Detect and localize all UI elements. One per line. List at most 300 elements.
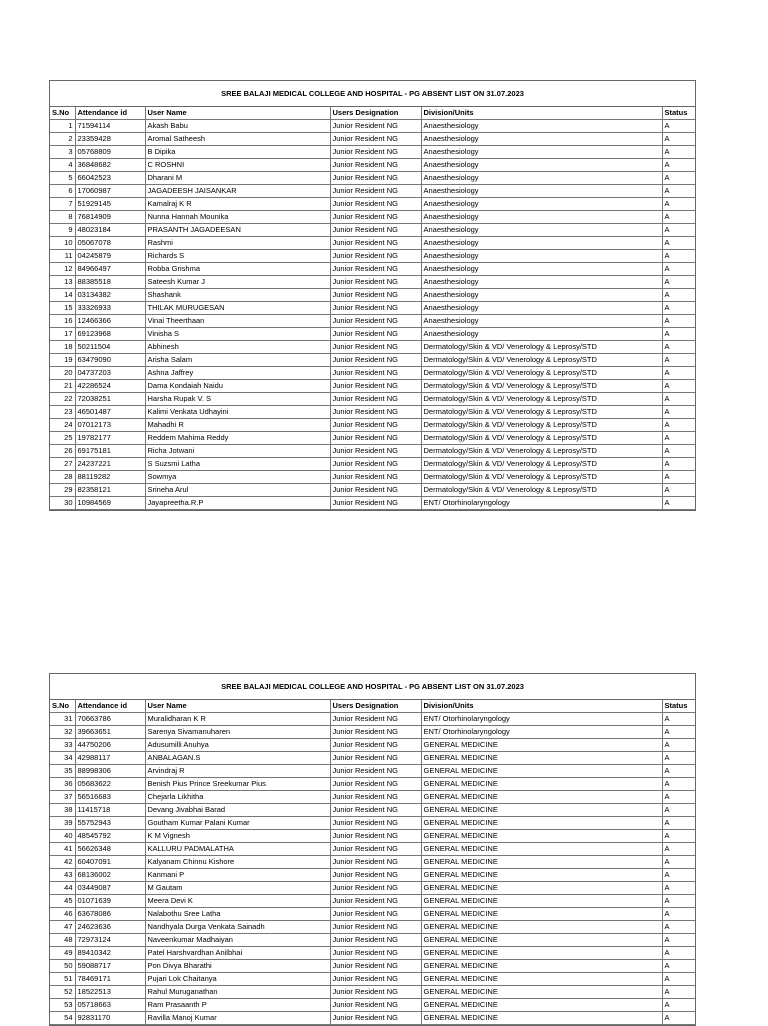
cell-attendance-id: 44750206 [75, 739, 145, 752]
cell-designation: Junior Resident NG [330, 237, 421, 250]
table-row [50, 302, 695, 315]
cell-attendance-id: 05718663 [75, 999, 145, 1012]
cell-designation: Junior Resident NG [330, 986, 421, 999]
cell-status: A [662, 133, 695, 146]
cell-sno: 40 [50, 830, 75, 843]
absent-table [50, 700, 695, 1025]
cell-division: GENERAL MEDICINE [421, 947, 662, 960]
cell-division: Dermatology/Skin & VD/ Venerology & Leprosy/STD [421, 432, 662, 445]
cell-attendance-id: 69123968 [75, 328, 145, 341]
cell-user-name: THILAK MURUGESAN [145, 302, 330, 315]
cell-status: A [662, 354, 695, 367]
cell-attendance-id: 68136002 [75, 869, 145, 882]
cell-attendance-id: 07012173 [75, 419, 145, 432]
cell-division: Dermatology/Skin & VD/ Venerology & Leprosy/STD [421, 484, 662, 497]
cell-user-name: Kanmani P [145, 869, 330, 882]
cell-division: GENERAL MEDICINE [421, 778, 662, 791]
cell-status: A [662, 765, 695, 778]
absent-list-sheet-1 [49, 80, 696, 511]
cell-division: Anaesthesiology [421, 289, 662, 302]
cell-sno: 37 [50, 791, 75, 804]
table-row [50, 713, 695, 726]
cell-division: Anaesthesiology [421, 172, 662, 185]
cell-division: GENERAL MEDICINE [421, 739, 662, 752]
cell-sno: 7 [50, 198, 75, 211]
cell-designation: Junior Resident NG [330, 406, 421, 419]
table-row [50, 791, 695, 804]
cell-sno: 36 [50, 778, 75, 791]
cell-attendance-id: 17060987 [75, 185, 145, 198]
cell-sno: 49 [50, 947, 75, 960]
cell-attendance-id: 82358121 [75, 484, 145, 497]
cell-sno: 54 [50, 1012, 75, 1025]
cell-attendance-id: 23359428 [75, 133, 145, 146]
cell-user-name: K M Vignesh [145, 830, 330, 843]
cell-designation: Junior Resident NG [330, 999, 421, 1012]
cell-designation: Junior Resident NG [330, 146, 421, 159]
cell-status: A [662, 804, 695, 817]
cell-division: GENERAL MEDICINE [421, 791, 662, 804]
cell-division: Anaesthesiology [421, 120, 662, 133]
cell-sno: 50 [50, 960, 75, 973]
cell-attendance-id: 39663651 [75, 726, 145, 739]
cell-attendance-id: 36848682 [75, 159, 145, 172]
cell-sno: 10 [50, 237, 75, 250]
cell-user-name: PRASANTH JAGADEESAN [145, 224, 330, 237]
cell-user-name: Vinai Theerthaan [145, 315, 330, 328]
cell-designation: Junior Resident NG [330, 973, 421, 986]
cell-user-name: Devang Jivabhai Barad [145, 804, 330, 817]
table-row [50, 458, 695, 471]
cell-user-name: M Gautam [145, 882, 330, 895]
cell-designation: Junior Resident NG [330, 458, 421, 471]
table-row [50, 198, 695, 211]
cell-designation: Junior Resident NG [330, 172, 421, 185]
cell-user-name: Ashna Jaffrey [145, 367, 330, 380]
table-row [50, 315, 695, 328]
cell-status: A [662, 276, 695, 289]
cell-status: A [662, 921, 695, 934]
cell-attendance-id: 01071639 [75, 895, 145, 908]
table-row [50, 224, 695, 237]
cell-user-name: Aromal Satheesh [145, 133, 330, 146]
cell-user-name: Richards S [145, 250, 330, 263]
cell-division: Dermatology/Skin & VD/ Venerology & Leprosy/STD [421, 419, 662, 432]
table-row [50, 999, 695, 1012]
sheet-title: SREE BALAJI MEDICAL COLLEGE AND HOSPITAL - PG ABSENT LIST ON 31.07.2023 [50, 81, 695, 107]
cell-user-name: Reddem Mahima Reddy [145, 432, 330, 445]
cell-sno: 31 [50, 713, 75, 726]
cell-status: A [662, 999, 695, 1012]
header-division: Division/Units [421, 700, 662, 713]
table-row [50, 895, 695, 908]
cell-designation: Junior Resident NG [330, 393, 421, 406]
cell-designation: Junior Resident NG [330, 185, 421, 198]
cell-division: Dermatology/Skin & VD/ Venerology & Leprosy/STD [421, 393, 662, 406]
cell-status: A [662, 934, 695, 947]
table-row [50, 497, 695, 510]
cell-sno: 24 [50, 419, 75, 432]
table-row [50, 752, 695, 765]
cell-designation: Junior Resident NG [330, 960, 421, 973]
cell-attendance-id: 48023184 [75, 224, 145, 237]
cell-designation: Junior Resident NG [330, 752, 421, 765]
header-designation: Users Designation [330, 107, 421, 120]
cell-designation: Junior Resident NG [330, 934, 421, 947]
cell-sno: 13 [50, 276, 75, 289]
cell-division: GENERAL MEDICINE [421, 960, 662, 973]
cell-designation: Junior Resident NG [330, 882, 421, 895]
cell-user-name: Richa Jotwani [145, 445, 330, 458]
cell-user-name: Srineha Arul [145, 484, 330, 497]
cell-attendance-id: 19782177 [75, 432, 145, 445]
absent-table [50, 107, 695, 510]
table-row [50, 817, 695, 830]
cell-division: GENERAL MEDICINE [421, 986, 662, 999]
cell-sno: 39 [50, 817, 75, 830]
cell-status: A [662, 185, 695, 198]
cell-attendance-id: 76814909 [75, 211, 145, 224]
cell-user-name: Adusumilli Anuhya [145, 739, 330, 752]
cell-status: A [662, 778, 695, 791]
cell-sno: 5 [50, 172, 75, 185]
cell-sno: 14 [50, 289, 75, 302]
table-header-row [50, 700, 695, 713]
cell-sno: 52 [50, 986, 75, 999]
table-row [50, 380, 695, 393]
cell-division: GENERAL MEDICINE [421, 752, 662, 765]
cell-user-name: Nalabothu Sree Latha [145, 908, 330, 921]
table-row [50, 739, 695, 752]
cell-designation: Junior Resident NG [330, 869, 421, 882]
cell-division: GENERAL MEDICINE [421, 843, 662, 856]
cell-designation: Junior Resident NG [330, 367, 421, 380]
cell-user-name: Kalimi Venkata Udhayini [145, 406, 330, 419]
cell-designation: Junior Resident NG [330, 713, 421, 726]
cell-status: A [662, 484, 695, 497]
cell-designation: Junior Resident NG [330, 778, 421, 791]
cell-attendance-id: 12466366 [75, 315, 145, 328]
cell-attendance-id: 92831170 [75, 1012, 145, 1025]
table-row [50, 471, 695, 484]
cell-designation: Junior Resident NG [330, 804, 421, 817]
cell-attendance-id: 88385518 [75, 276, 145, 289]
cell-designation: Junior Resident NG [330, 341, 421, 354]
cell-division: Anaesthesiology [421, 328, 662, 341]
table-row [50, 830, 695, 843]
cell-division: Dermatology/Skin & VD/ Venerology & Leprosy/STD [421, 445, 662, 458]
header-user-name: User Name [145, 107, 330, 120]
cell-sno: 8 [50, 211, 75, 224]
cell-division: Anaesthesiology [421, 250, 662, 263]
cell-division: Anaesthesiology [421, 211, 662, 224]
cell-designation: Junior Resident NG [330, 908, 421, 921]
cell-designation: Junior Resident NG [330, 250, 421, 263]
cell-status: A [662, 432, 695, 445]
cell-division: Anaesthesiology [421, 146, 662, 159]
cell-sno: 48 [50, 934, 75, 947]
cell-sno: 46 [50, 908, 75, 921]
cell-status: A [662, 120, 695, 133]
cell-attendance-id: 33326933 [75, 302, 145, 315]
cell-designation: Junior Resident NG [330, 302, 421, 315]
table-body [50, 120, 695, 510]
cell-division: Anaesthesiology [421, 185, 662, 198]
cell-status: A [662, 198, 695, 211]
cell-sno: 51 [50, 973, 75, 986]
cell-sno: 30 [50, 497, 75, 510]
table-body [50, 713, 695, 1025]
cell-division: GENERAL MEDICINE [421, 908, 662, 921]
cell-status: A [662, 986, 695, 999]
cell-attendance-id: 46501487 [75, 406, 145, 419]
table-row [50, 843, 695, 856]
cell-sno: 27 [50, 458, 75, 471]
cell-attendance-id: 70663786 [75, 713, 145, 726]
cell-sno: 42 [50, 856, 75, 869]
table-row [50, 484, 695, 497]
cell-division: GENERAL MEDICINE [421, 817, 662, 830]
cell-attendance-id: 59088717 [75, 960, 145, 973]
cell-user-name: Rahul Muruganathan [145, 986, 330, 999]
cell-status: A [662, 843, 695, 856]
cell-status: A [662, 895, 695, 908]
cell-status: A [662, 289, 695, 302]
cell-attendance-id: 56626348 [75, 843, 145, 856]
cell-status: A [662, 328, 695, 341]
cell-user-name: Sateesh Kumar J [145, 276, 330, 289]
cell-designation: Junior Resident NG [330, 445, 421, 458]
table-row [50, 765, 695, 778]
table-row [50, 172, 695, 185]
cell-designation: Junior Resident NG [330, 211, 421, 224]
cell-division: GENERAL MEDICINE [421, 1012, 662, 1025]
cell-sno: 25 [50, 432, 75, 445]
cell-attendance-id: 05683622 [75, 778, 145, 791]
cell-sno: 4 [50, 159, 75, 172]
table-row [50, 882, 695, 895]
cell-sno: 9 [50, 224, 75, 237]
cell-user-name: B Dipika [145, 146, 330, 159]
cell-division: Anaesthesiology [421, 133, 662, 146]
cell-attendance-id: 48545792 [75, 830, 145, 843]
cell-sno: 19 [50, 354, 75, 367]
header-status: Status [662, 700, 695, 713]
cell-designation: Junior Resident NG [330, 830, 421, 843]
cell-user-name: Ravilla Manoj Kumar [145, 1012, 330, 1025]
cell-user-name: Kalyanam Chinnu Kishore [145, 856, 330, 869]
cell-sno: 17 [50, 328, 75, 341]
cell-user-name: Pon Divya Bharathi [145, 960, 330, 973]
table-row [50, 960, 695, 973]
cell-designation: Junior Resident NG [330, 419, 421, 432]
table-header-row [50, 107, 695, 120]
cell-attendance-id: 84966497 [75, 263, 145, 276]
table-row [50, 367, 695, 380]
cell-user-name: Arvindraj R [145, 765, 330, 778]
cell-division: Anaesthesiology [421, 302, 662, 315]
cell-sno: 33 [50, 739, 75, 752]
cell-status: A [662, 947, 695, 960]
cell-status: A [662, 445, 695, 458]
cell-designation: Junior Resident NG [330, 289, 421, 302]
cell-attendance-id: 88998306 [75, 765, 145, 778]
cell-user-name: Mahadhi R [145, 419, 330, 432]
cell-designation: Junior Resident NG [330, 432, 421, 445]
cell-division: GENERAL MEDICINE [421, 973, 662, 986]
cell-status: A [662, 419, 695, 432]
cell-user-name: Benish Pius Prince Sreekumar Pius [145, 778, 330, 791]
cell-status: A [662, 973, 695, 986]
cell-user-name: Abhinesh [145, 341, 330, 354]
header-user-name: User Name [145, 700, 330, 713]
cell-designation: Junior Resident NG [330, 328, 421, 341]
cell-user-name: Harsha Rupak V. S [145, 393, 330, 406]
cell-division: Dermatology/Skin & VD/ Venerology & Leprosy/STD [421, 367, 662, 380]
cell-designation: Junior Resident NG [330, 739, 421, 752]
cell-status: A [662, 211, 695, 224]
cell-division: GENERAL MEDICINE [421, 895, 662, 908]
table-row [50, 406, 695, 419]
table-row [50, 778, 695, 791]
cell-division: Dermatology/Skin & VD/ Venerology & Leprosy/STD [421, 354, 662, 367]
cell-status: A [662, 341, 695, 354]
cell-status: A [662, 1012, 695, 1025]
table-row [50, 263, 695, 276]
table-row [50, 419, 695, 432]
cell-status: A [662, 726, 695, 739]
cell-division: Anaesthesiology [421, 159, 662, 172]
cell-user-name: Vinisha S [145, 328, 330, 341]
cell-attendance-id: 10984569 [75, 497, 145, 510]
cell-attendance-id: 11415718 [75, 804, 145, 817]
cell-user-name: Chejarla Likhitha [145, 791, 330, 804]
cell-attendance-id: 56516683 [75, 791, 145, 804]
cell-designation: Junior Resident NG [330, 1012, 421, 1025]
cell-status: A [662, 380, 695, 393]
cell-attendance-id: 04737203 [75, 367, 145, 380]
cell-designation: Junior Resident NG [330, 263, 421, 276]
table-row [50, 237, 695, 250]
cell-sno: 34 [50, 752, 75, 765]
table-row [50, 133, 695, 146]
cell-status: A [662, 869, 695, 882]
cell-attendance-id: 03449087 [75, 882, 145, 895]
header-attendance-id: Attendance id [75, 107, 145, 120]
cell-attendance-id: 72038251 [75, 393, 145, 406]
cell-status: A [662, 367, 695, 380]
cell-designation: Junior Resident NG [330, 354, 421, 367]
cell-user-name: JAGADEESH JAISANKAR [145, 185, 330, 198]
cell-sno: 47 [50, 921, 75, 934]
header-designation: Users Designation [330, 700, 421, 713]
cell-sno: 26 [50, 445, 75, 458]
cell-attendance-id: 24623636 [75, 921, 145, 934]
cell-division: GENERAL MEDICINE [421, 765, 662, 778]
cell-sno: 41 [50, 843, 75, 856]
cell-division: Anaesthesiology [421, 263, 662, 276]
cell-division: GENERAL MEDICINE [421, 882, 662, 895]
header-sno: S.No [50, 700, 75, 713]
cell-attendance-id: 69175181 [75, 445, 145, 458]
cell-user-name: Goutham Kumar Palani Kumar [145, 817, 330, 830]
table-row [50, 726, 695, 739]
cell-attendance-id: 78469171 [75, 973, 145, 986]
cell-division: Anaesthesiology [421, 237, 662, 250]
cell-designation: Junior Resident NG [330, 843, 421, 856]
cell-user-name: Meera Devi K [145, 895, 330, 908]
cell-designation: Junior Resident NG [330, 276, 421, 289]
cell-attendance-id: 71594114 [75, 120, 145, 133]
cell-sno: 22 [50, 393, 75, 406]
cell-division: Dermatology/Skin & VD/ Venerology & Leprosy/STD [421, 341, 662, 354]
cell-designation: Junior Resident NG [330, 947, 421, 960]
cell-sno: 18 [50, 341, 75, 354]
cell-division: Anaesthesiology [421, 276, 662, 289]
cell-division: Dermatology/Skin & VD/ Venerology & Leprosy/STD [421, 458, 662, 471]
table-row [50, 1012, 695, 1025]
table-row [50, 921, 695, 934]
cell-sno: 2 [50, 133, 75, 146]
cell-user-name: KALLURU PADMALATHA [145, 843, 330, 856]
cell-user-name: Jayapreetha.R.P [145, 497, 330, 510]
cell-user-name: Dharani M [145, 172, 330, 185]
cell-designation: Junior Resident NG [330, 120, 421, 133]
table-row [50, 908, 695, 921]
cell-sno: 20 [50, 367, 75, 380]
cell-designation: Junior Resident NG [330, 791, 421, 804]
cell-division: GENERAL MEDICINE [421, 804, 662, 817]
table-row [50, 276, 695, 289]
cell-user-name: Nunna Hannah Mounika [145, 211, 330, 224]
cell-user-name: Patel Harshvardhan Anilbhai [145, 947, 330, 960]
table-row [50, 354, 695, 367]
cell-status: A [662, 882, 695, 895]
table-row [50, 986, 695, 999]
cell-status: A [662, 263, 695, 276]
cell-attendance-id: 42988117 [75, 752, 145, 765]
cell-user-name: Muralidharan K R [145, 713, 330, 726]
table-row [50, 250, 695, 263]
cell-designation: Junior Resident NG [330, 224, 421, 237]
cell-designation: Junior Resident NG [330, 765, 421, 778]
cell-sno: 6 [50, 185, 75, 198]
cell-status: A [662, 856, 695, 869]
header-status: Status [662, 107, 695, 120]
cell-status: A [662, 406, 695, 419]
cell-designation: Junior Resident NG [330, 817, 421, 830]
cell-sno: 35 [50, 765, 75, 778]
cell-attendance-id: 55752943 [75, 817, 145, 830]
cell-division: GENERAL MEDICINE [421, 856, 662, 869]
cell-status: A [662, 393, 695, 406]
header-attendance-id: Attendance id [75, 700, 145, 713]
table-row [50, 185, 695, 198]
cell-status: A [662, 713, 695, 726]
cell-attendance-id: 60407091 [75, 856, 145, 869]
cell-status: A [662, 315, 695, 328]
cell-sno: 11 [50, 250, 75, 263]
table-row [50, 328, 695, 341]
cell-user-name: Robba Grishma [145, 263, 330, 276]
cell-division: GENERAL MEDICINE [421, 999, 662, 1012]
cell-attendance-id: 72973124 [75, 934, 145, 947]
cell-status: A [662, 497, 695, 510]
cell-status: A [662, 739, 695, 752]
cell-user-name: Sarenya Sivamanuharen [145, 726, 330, 739]
absent-list-sheet-2 [49, 673, 696, 1026]
cell-designation: Junior Resident NG [330, 497, 421, 510]
